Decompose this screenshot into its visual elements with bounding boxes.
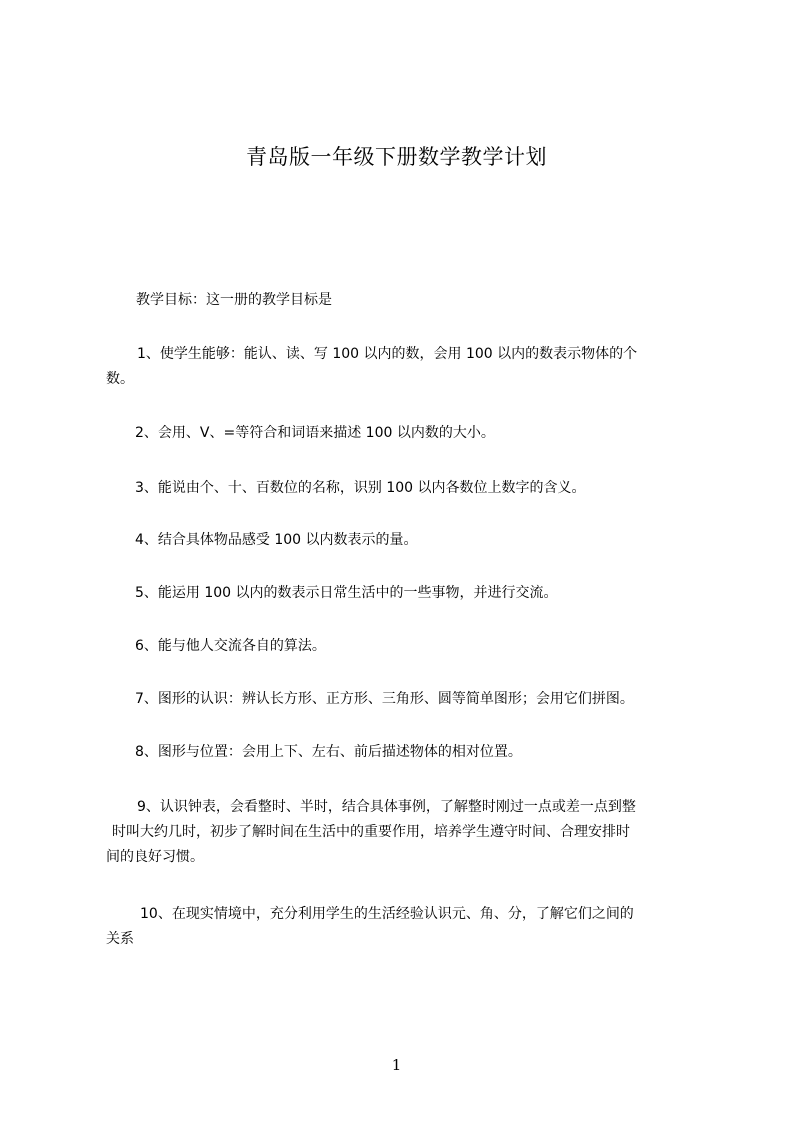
item-line: 10、在现实情境中，充分利用学生的生活经验认识元、角、分，了解它们之间的 bbox=[140, 906, 634, 922]
page-number: 1 bbox=[391, 1056, 402, 1074]
item-line: 3、能说由个、十、百数位的名称，识别 100 以内各数位上数字的含义。 bbox=[135, 480, 586, 496]
item-line: 关系 bbox=[106, 931, 134, 947]
item-line: 4、结合具体物品感受 100 以内数表示的量。 bbox=[135, 532, 418, 548]
item-line: 6、能与他人交流各自的算法。 bbox=[135, 638, 326, 654]
list-item bbox=[106, 795, 706, 870]
list-item bbox=[106, 528, 706, 553]
item-line: 5、能运用 100 以内的数表示日常生活中的一些事物，并进行交流。 bbox=[135, 585, 558, 601]
list-item bbox=[106, 687, 706, 712]
list-item bbox=[106, 342, 706, 392]
list-item bbox=[106, 476, 706, 501]
intro-text: 教学目标：这一册的教学目标是 bbox=[136, 292, 332, 308]
list-item bbox=[106, 581, 706, 606]
item-line: 7、图形的认识：辨认长方形、正方形、三角形、圆等简单图形；会用它们拼图。 bbox=[135, 691, 634, 707]
item-line: 时叫大约几时，初步了解时间在生活中的重要作用，培养学生遵守时间、合理安排时 bbox=[112, 824, 630, 840]
list-item bbox=[106, 421, 706, 446]
list-item bbox=[106, 902, 706, 952]
list-item bbox=[106, 634, 706, 659]
item-line: 间的良好习惯。 bbox=[106, 849, 204, 865]
item-line: 9、认识钟表，会看整时、半时，结合具体事例，了解整时刚过一点或差一点到整 bbox=[137, 799, 636, 815]
item-line: 8、图形与位置：会用上下、左右、前后描述物体的相对位置。 bbox=[135, 744, 522, 760]
item-line: 数。 bbox=[106, 371, 134, 387]
page-title: 青岛版一年级下册数学教学计划 bbox=[246, 145, 547, 169]
item-line: 1、使学生能够：能认、读、写 100 以内的数，会用 100 以内的数表示物体的个 bbox=[137, 346, 638, 362]
item-line: 2、会用、V、=等符合和词语来描述 100 以内数的大小。 bbox=[135, 425, 495, 441]
list-item bbox=[106, 740, 706, 765]
